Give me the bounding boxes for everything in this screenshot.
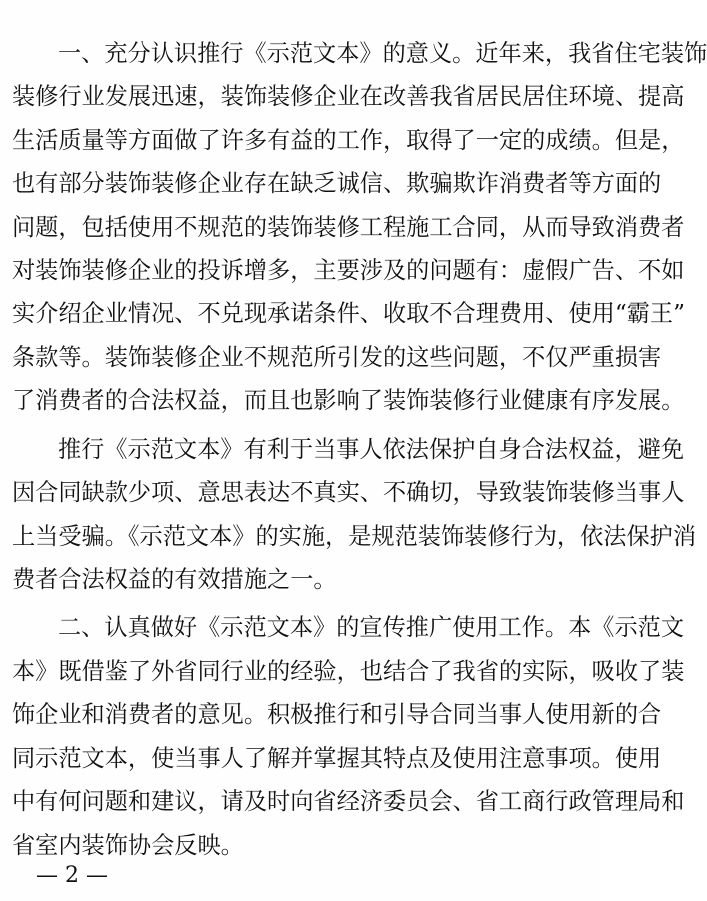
paragraph-1-line-8: 条款等。装饰装修企业不规范所引发的这些问题，不仅严重损害 [12, 344, 662, 371]
paragraph-2-line-4: 费者合法权益的有效措施之一。 [12, 566, 337, 593]
paragraph-2-line-3: 上当受骗。《示范文本》的实施，是规范装饰装修行为，依法保护消 [12, 523, 697, 550]
paragraph-1-line-6: 对装饰装修企业的投诉增多，主要涉及的问题有：虚假广告、不如 [12, 257, 685, 284]
paragraph-1-line-1: 一、充分认识推行《示范文本》的意义。近年来，我省住宅装饰 [58, 40, 707, 67]
paragraph-1-line-2: 装修行业发展迅速，装饰装修企业在改善我省居民居住环境、提高 [12, 83, 685, 110]
paragraph-3-line-5: 中有何问题和建议，请及时向省经济委员会、省工商行政管理局和 [12, 788, 685, 815]
paragraph-3-line-2: 本》既借鉴了外省同行业的经验，也结合了我省的实际，吸收了装 [12, 658, 685, 685]
paragraph-1-line-5: 问题，包括使用不规范的装饰装修工程施工合同，从而导致消费者 [12, 214, 685, 241]
paragraph-3-line-6: 省室内装饰协会反映。 [12, 832, 244, 859]
paragraph-1-line-3: 生活质量等方面做了许多有益的工作，取得了一定的成绩。但是， [12, 127, 685, 154]
paragraph-2-line-2: 因合同缺款少项、意思表达不真实、不确切，导致装饰装修当事人 [12, 479, 685, 506]
paragraph-3-line-1: 二、认真做好《示范文本》的宣传推广使用工作。本《示范文 [58, 614, 685, 641]
paragraph-1-line-7: 实介绍企业情况、不兑现承诺条件、收取不合理费用、使用“霸王” [12, 300, 685, 327]
paragraph-1-line-9: 了消费者的合法权益，而且也影响了装饰装修行业健康有序发展。 [12, 387, 685, 414]
paragraph-2-line-1: 推行《示范文本》有利于当事人依法保护自身合法权益，避免 [58, 436, 685, 463]
paragraph-1-line-4: 也有部分装饰装修企业存在缺乏诚信、欺骗欺诈消费者等方面的 [12, 170, 662, 197]
page-number: — 2 — [36, 863, 108, 888]
paragraph-3-line-3: 饰企业和消费者的意见。积极推行和引导合同当事人使用新的合 [12, 701, 662, 728]
paragraph-3-line-4: 同示范文本，使当事人了解并掌握其特点及使用注意事项。使用 [12, 745, 662, 772]
